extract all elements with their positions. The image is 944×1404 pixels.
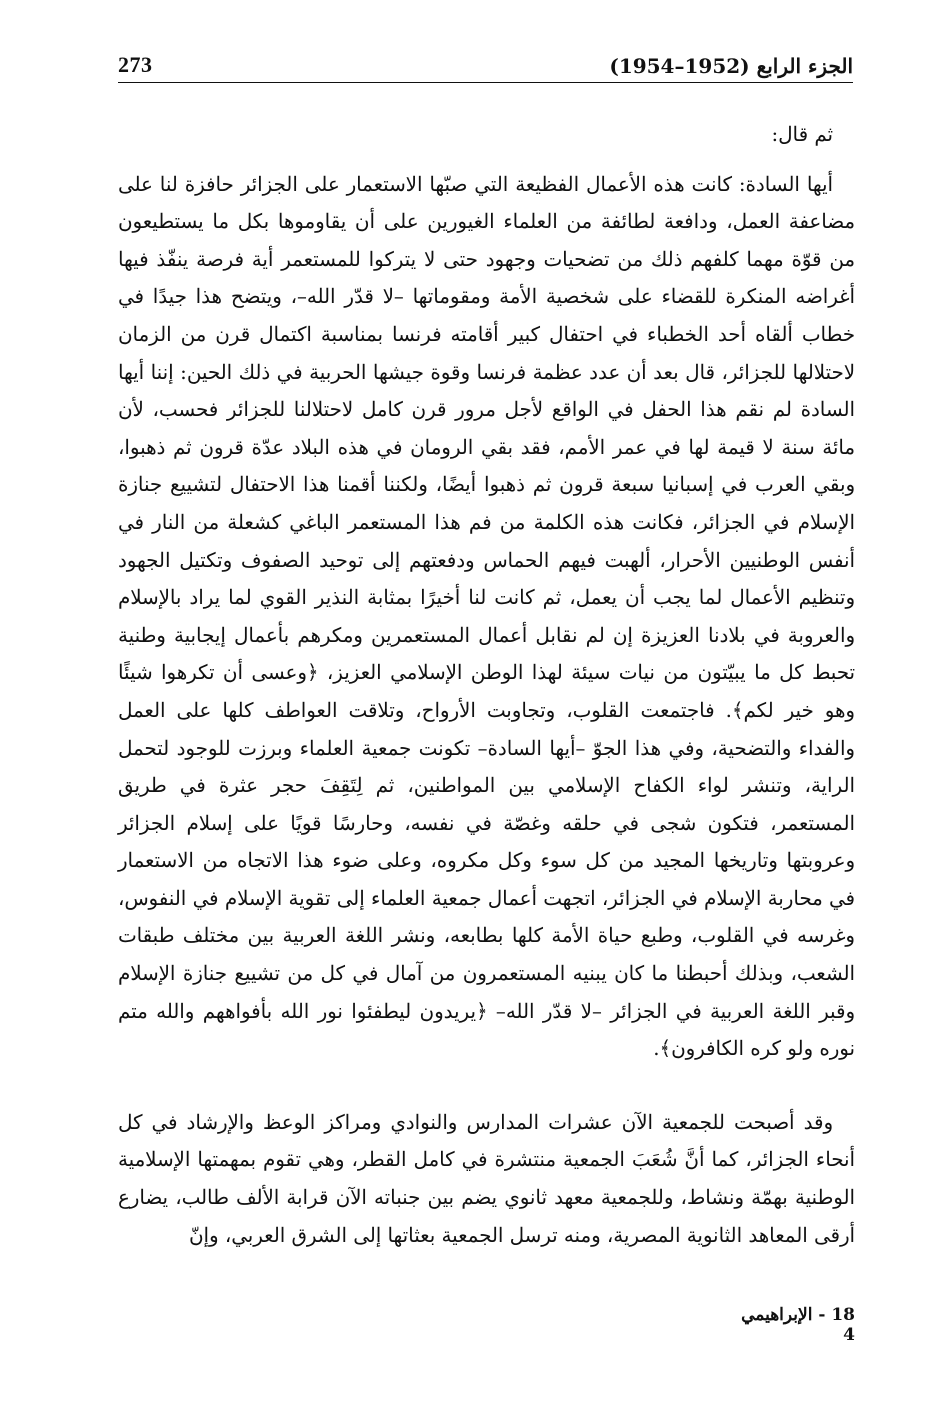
body-text	[118, 116, 855, 1254]
volume-signature: 18 - الإبراهيمي 4	[741, 1305, 855, 1345]
paragraph-association: وقد أصبحت للجمعية الآن عشرات المدارس والنوادي ومراكز الوعظ والإرشاد في كل أنحاء الجزائر، كما أنَّ شُعَبَ الجمعية منتشرة في كامل القطر، وهي تقوم بمهمتها الإسلامية الوطنية بهمّة ونشاط، وللجمعية معهد ثانوي يضم بين جنباته الآن قرابة الألف طالب، يضارع أرقى المعاهد الثانوية المصرية، ومنه ترسل الجمعية بعثاتها إلى الشرق العربي، وإنّ	[118, 1110, 855, 1247]
header-rule	[118, 82, 853, 83]
paragraph-speech: أيها السادة: كانت هذه الأعمال الفظيعة التي صبّها الاستعمار على الجزائر حافزة لنا على مضاعفة العمل، ودافعة لطائفة من العلماء الغيورين على أن يقاوموها بكل ما يستطيعون من قوّة مهما كلفهم ذلك من تضحيات وجهود حتى لا يتركوا للمستعمر أية فرصة ينفّذ فيها أغراضه المنكرة للقضاء على شخصية الأمة ومقوماتها –لا قدّر الله–، ويتضح هذا جيدًا في خطاب ألقاه أحد الخطباء في احتفال كبير أقامته فرنسا بمناسبة اكتمال قرن من الزمان لاحتلالها للجزائر، قال بعد أن عدد عظمة فرنسا وقوة جيشها الحربية في ذلك الحين: إننا أيها السادة لم نقم هذا الحفل في الواقع لأجل مرور قرن كامل لاحتلالنا للجزائر فحسب، لأن مائة سنة لا قيمة لها في عمر الأمم، فقد بقي الرومان في هذه البلاد عدّة قرون ثم ذهبوا، وبقي العرب في إسبانيا سبعة قرون ثم ذهبوا أيضًا، ولكننا أقمنا هذا الاحتفال لتشييع جنازة الإسلام في الجزائر، فكانت هذه الكلمة من فم هذا المستعمر الباغي كشعلة من النار في أنفس الوطنيين الأحرار، ألهبت فيهم الحماس ودفعتهم إلى توحيد الصفوف وتكتيل الجهود وتنظيم الأعمال لما يجب أن يعمل، ثم كانت لنا أخيرًا بمثابة النذير القوي لما يراد بالإسلام والعروبة في بلادنا العزيزة إن لم نقابل أعمال المستعمرين ومكرهم بأعمال إيجابية وطنية تحبط كل ما يبيّتون من نيات سيئة لهذا الوطن الإسلامي العزيز، ﴿وعسى أن تكرهوا شيئًا وهو خير لكم﴾. فاجتمعت القلوب، وتجاوبت الأرواح، وتلاقت العواطف كلها على العمل والفداء والتضحية، وفي هذا الجوّ –أيها السادة– تكونت جمعية العلماء وبرزت للوجود لتحمل الراية، وتنشر لواء الكفاح الإسلامي بين المواطنين، ثم لِتَقِفَ حجر عثرة في طريق المستعمر، فتكون شجى في حلقه وغصّة في نفسه، وحارسًا قويًا على إسلام الجزائر وعروبتها وتاريخها المجيد من كل سوء وكل مكروه، وعلى ضوء هذا الاتجاه من الاستعمار في محاربة الإسلام في الجزائر، اتجهت أعمال جمعية العلماء إلى تقوية الإسلام في النفوس، وغرسه في القلوب، وطبع حياة الأمة كلها بطابعه، ونشر اللغة العربية بين مختلف طبقات الشعب، وبذلك أحبطنا ما كان يبنيه المستعمرون من آمال في كل من تشييع جنازة الإسلام وقبر اللغة العربية في الجزائر –لا قدّر الله– ﴿يريدون ليطفئوا نور الله بأفواههم والله متم نوره ولو كره الكافرون﴾.	[118, 172, 855, 1061]
page-number: 273	[118, 52, 153, 77]
page-header	[118, 38, 853, 78]
running-title: الجزء الرابع (1952–1954)	[609, 54, 853, 78]
intro-line: ثم قال:	[771, 123, 833, 146]
